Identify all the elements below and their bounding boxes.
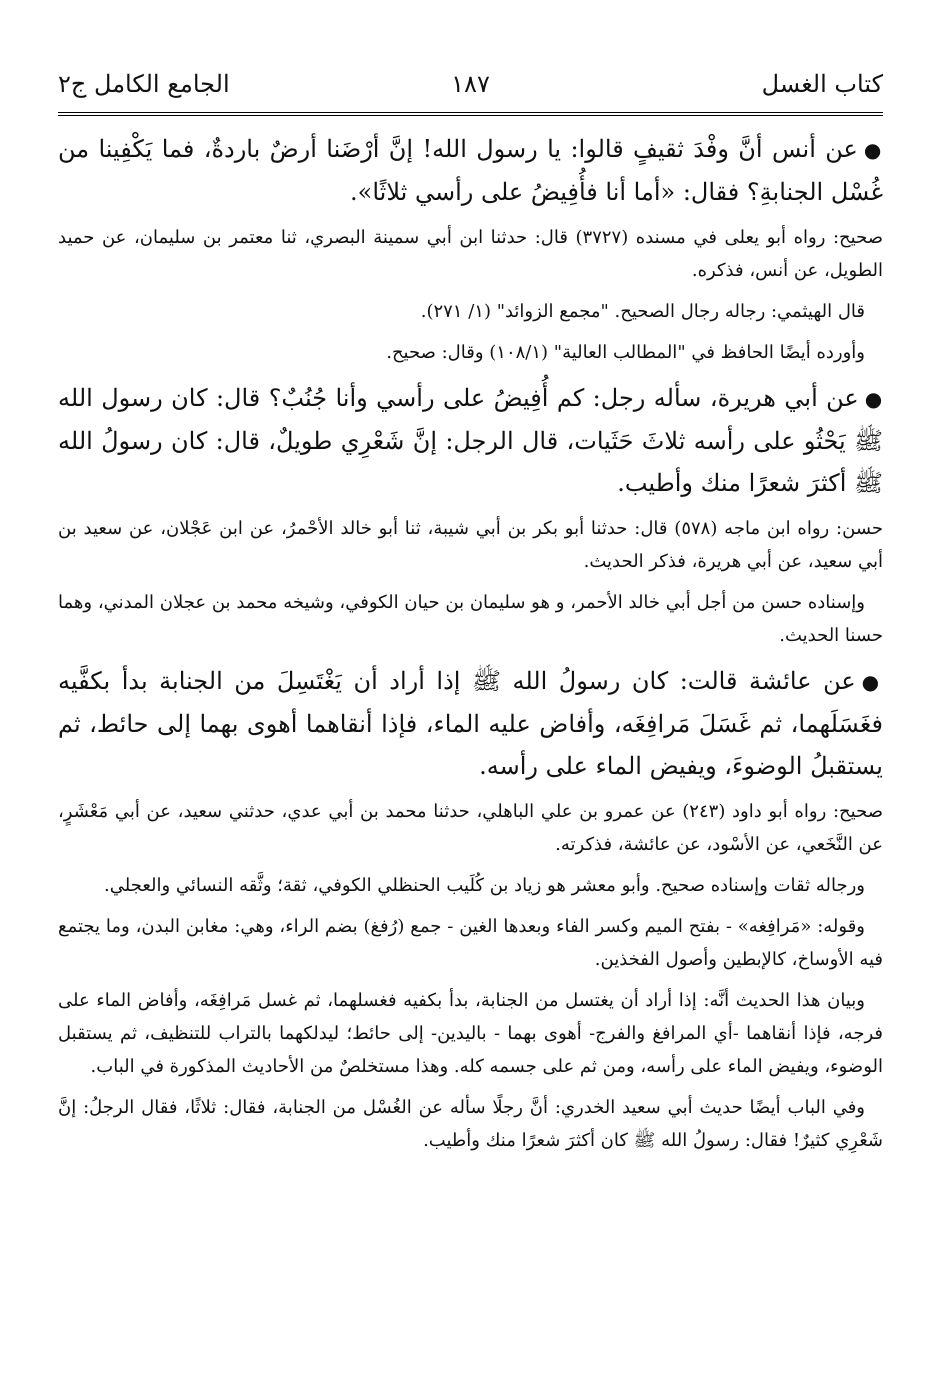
page-number: ١٨٧ <box>451 70 490 98</box>
takhrij-note: صحيح: رواه أبو يعلى في مسنده (٣٧٢٧) قال: حدثنا ابن أبي سمينة البصري، ثنا معتمر بن سليمان، عن حميد الطويل، عن أنس، فذكره. <box>58 227 883 281</box>
explanation-note: وبيان هذا الحديث أنَّه: إذا أراد أن يغتسل من الجنابة، بدأ بكفيه فغسلهما، ثم غسل مَرافِغَه، وأفاض الماء على فرجه، فإذا أنقاهما -أي المرافغ والفرج- أهوى بهما - باليدين- إلى حائط؛ ليدلكهما بالتراب للتنظيف، ثم يستقبل الوضوء، ويفيض الماء على رأسه، ومن ثم على جسمه كله. وهذا مستخلصٌ من الأحاديث المذكورة في الباب. <box>58 990 883 1077</box>
takhrij-note: قال الهيثمي: رجاله رجال الصحيح. "مجمع الزوائد" (١/ ٢٧١). <box>420 301 865 322</box>
header-rule <box>58 112 883 116</box>
hadith-text: عن عائشة قالت: كان رسولُ الله ﷺ إذا أراد أن يَغْتَسِلَ من الجنابة بدأ بكفَّيه فغَسَلَهما، ثم غَسَلَ مَرافِغَه، وأفاض عليه الماء، فإذا أنقاهما أهوى بهما إلى حائط، ثم يستقبلُ الوضوءَ، ويفيض الماء على رأسه. <box>58 667 883 780</box>
takhrij-note: صحيح: رواه أبو داود (٢٤٣) عن عمرو بن علي الباهلي، حدثنا محمد بن أبي عدي، حدثني سعيد، عن أبي مَعْشَرٍ، عن النَّخَعي، عن الأسْود، عن عائشة، فذكرته. <box>58 801 884 855</box>
explanation-note: وفي الباب أيضًا حديث أبي سعيد الخدري: أنَّ رجلًا سأله عن الغُسْل من الجنابة، فقال: ثلاثًا، فقال الرجلُ: إنَّ شَعْرِي كثيرٌ! فقال: رسولُ الله ﷺ كان أكثرَ شعرًا منك وأطيب. <box>58 1097 883 1151</box>
book-title: الجامع الكامل ج٢ <box>58 70 230 98</box>
hadith-block <box>58 660 883 787</box>
bullet-icon: ● <box>861 670 884 694</box>
page <box>58 66 883 1165</box>
hadith-block <box>58 377 883 504</box>
hadith-block <box>58 128 883 213</box>
hadith-text: عن أنس أنَّ وفْدَ ثقيفٍ قالوا: يا رسول الله! إنَّ أرْضَنا أرضٌ باردةٌ، فما يَكْفِينا من غُسْل الجنابةِ؟ فقال: «أما أنا فأُفِيضُ على رأسي ثلاثًا». <box>58 135 883 206</box>
bullet-icon: ● <box>864 387 883 411</box>
takhrij-note: ورجاله ثقات وإسناده صحيح. وأبو معشر هو زياد بن كُلَيب الحنظلي الكوفي، ثقة؛ وثَّقه النسائي والعجلي. <box>104 875 865 896</box>
takhrij-note: وإسناده حسن من أجل أبي خالد الأحمر، و هو سليمان بن حيان الكوفي، وشيخه محمد بن عجلان المدني، وهما حسنا الحديث. <box>58 592 883 646</box>
bullet-icon: ● <box>863 138 883 162</box>
hadith-text: عن أبي هريرة، سأله رجل: كم أُفِيضُ على رأسي وأنا جُنُبٌ؟ قال: كان رسول الله ﷺ يَحْثُو على رأسه ثلاثَ حَثَيات، قال الرجل: إنَّ شَعْرِي طويلٌ، قال: كان رسولُ الله ﷺ أكثرَ شعرًا منك وأطيب. <box>58 384 883 497</box>
explanation-note: وقوله: «مَرافِغه» - بفتح الميم وكسر الفاء وبعدها الغين - جمع (رُفغ) بضم الراء، وهي: مغابن البدن، وما يجتمع فيه الأوساخ، كالإبطين وأصول الفخذين. <box>58 916 883 970</box>
page-header <box>58 66 883 110</box>
chapter-title: كتاب الغسل <box>761 70 883 98</box>
takhrij-note: وأورده أيضًا الحافظ في "المطالب العالية" (١٠٨/١) وقال: صحيح. <box>386 342 865 363</box>
takhrij-note: حسن: رواه ابن ماجه (٥٧٨) قال: حدثنا أبو بكر بن أبي شيبة، ثنا أبو خالد الأحْمرُ، عن ابن عَجْلان، عن سعيد بن أبي سعيد، عن أبي هريرة، فذكر الحديث. <box>58 518 884 572</box>
